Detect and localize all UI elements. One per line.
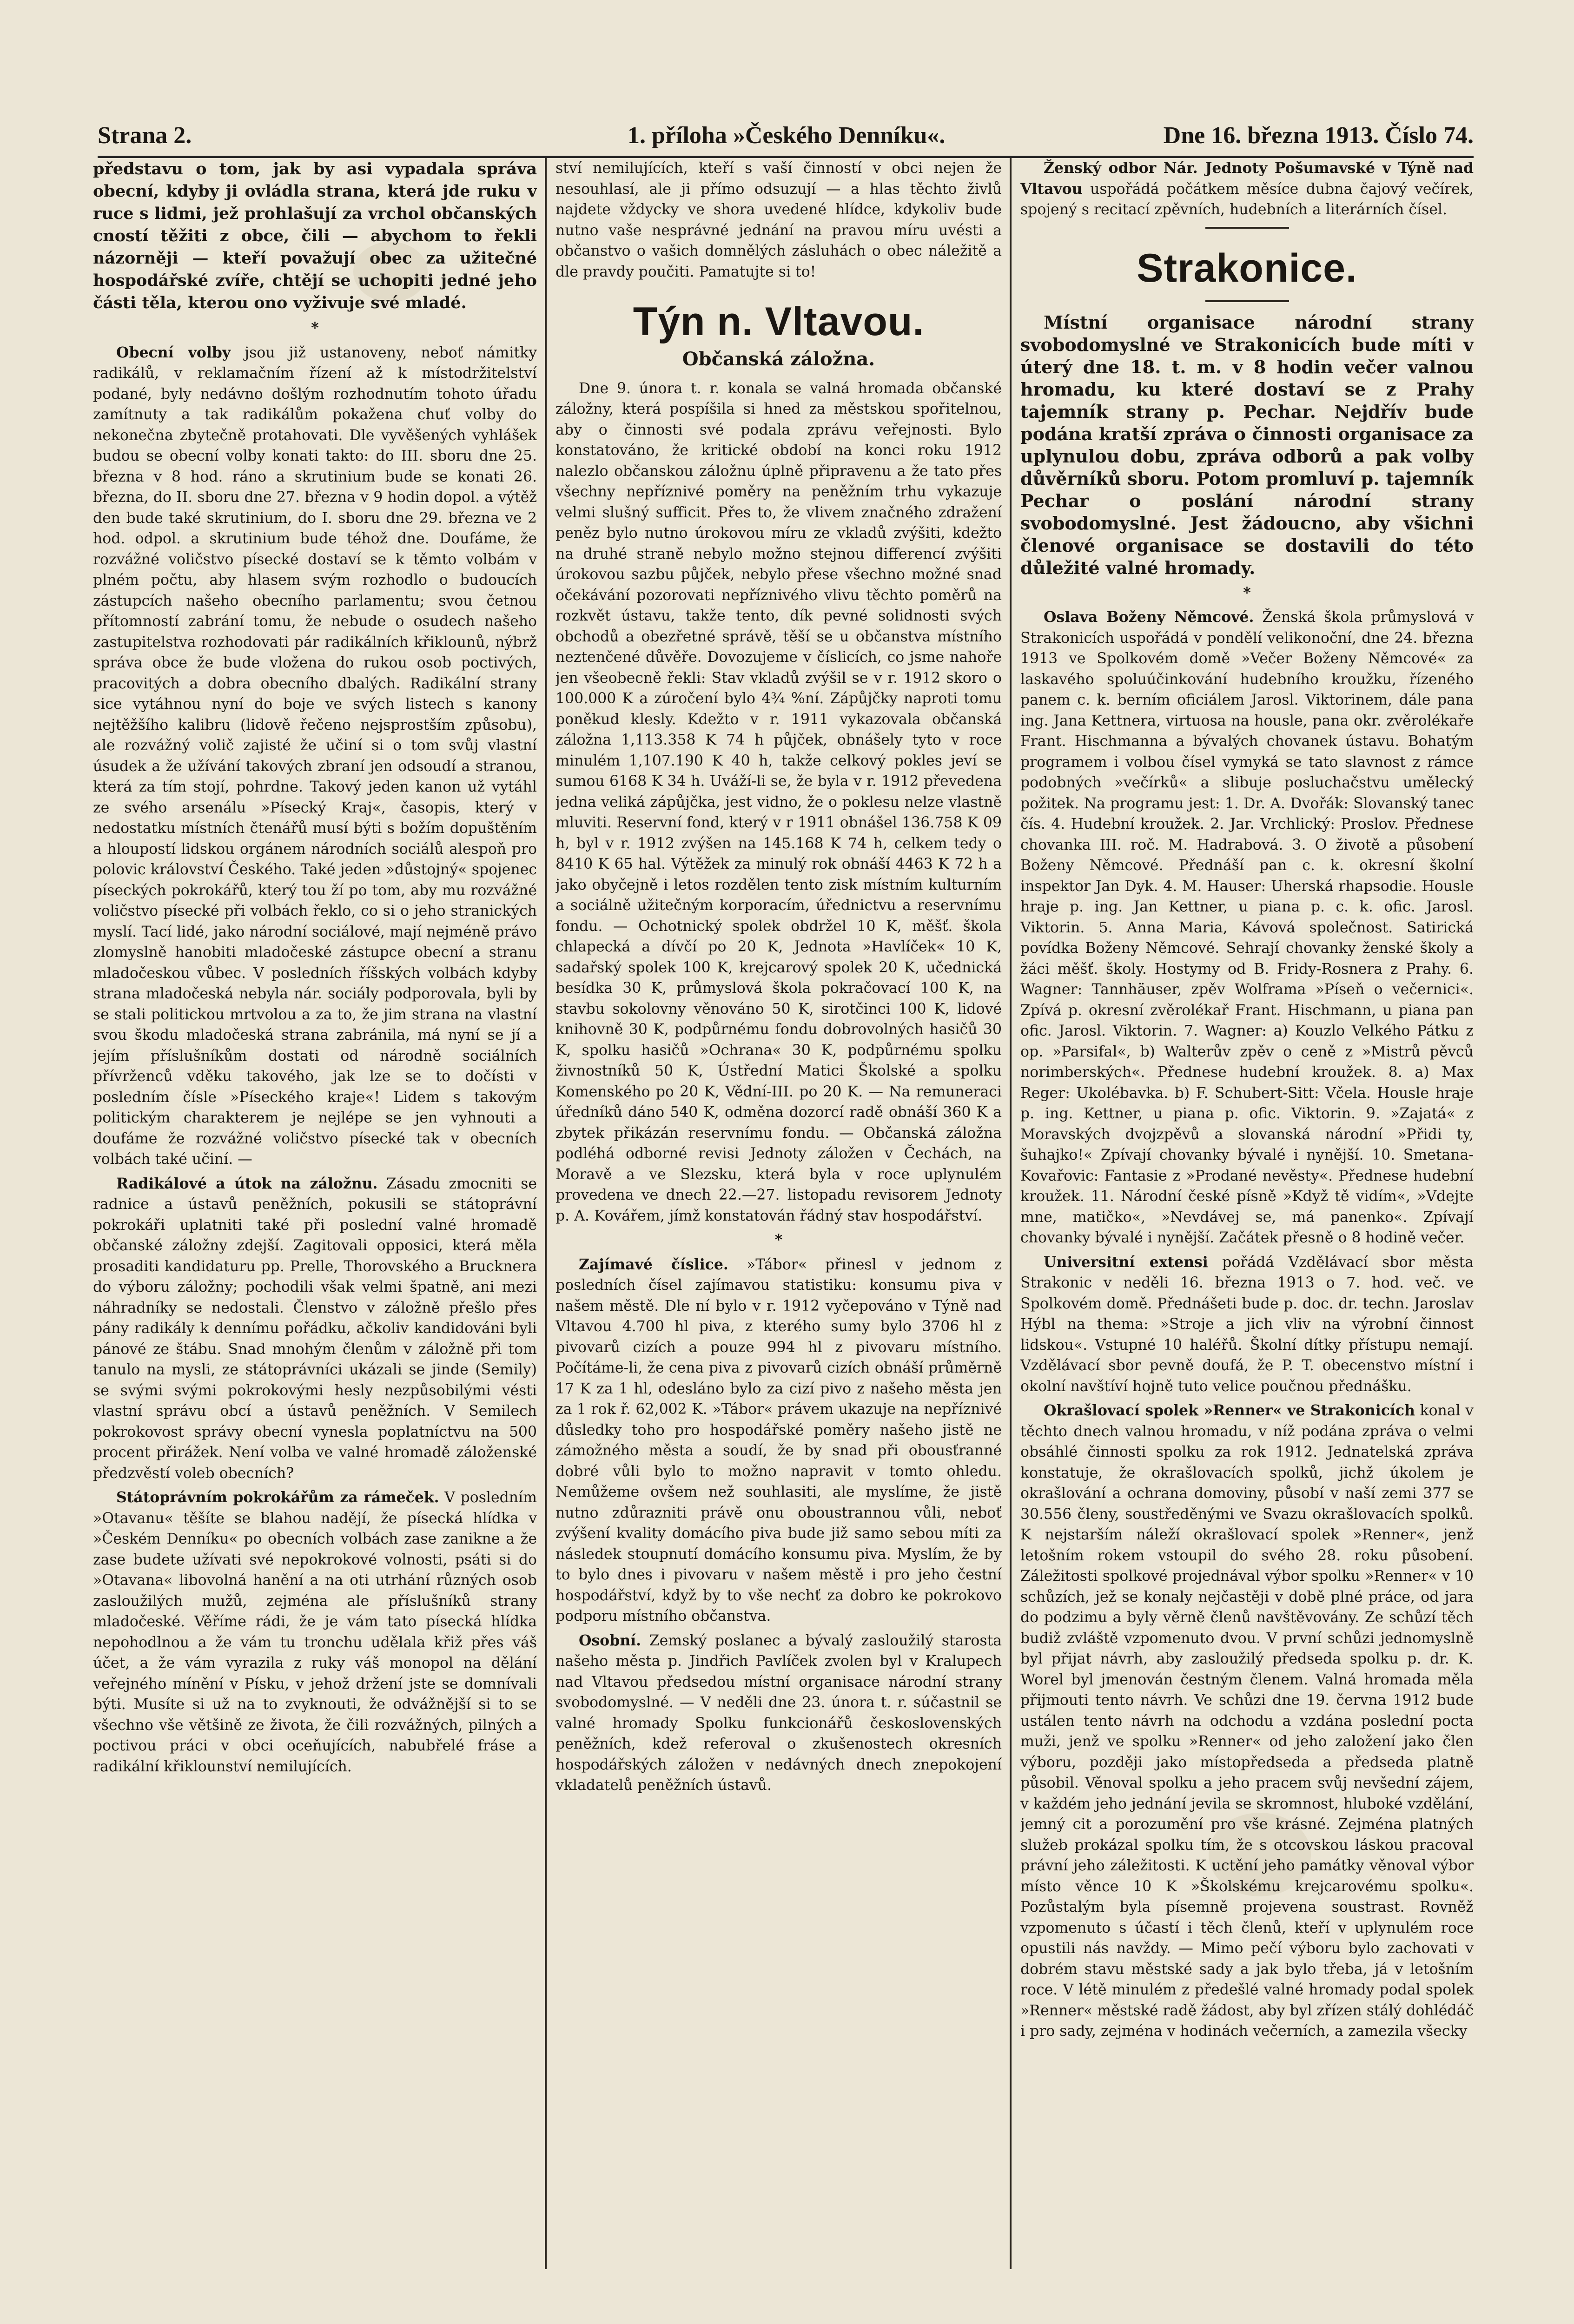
page-number: Strana 2.: [98, 122, 192, 149]
column-rule: [545, 158, 547, 2269]
page-header: [98, 114, 1474, 158]
article-body: »Tábor« přinesl v jednom z posledních čísel zajímavou statistiku: konsumu piva v našem městě. Dle ní bylo v r. 1912 vyčepováno v Týně nad Vltavou 4.700 hl piva, z kterého sumy bylo 3706 hl z pivovarů cizích a pouze 994 hl z pivovaru místního. Počítáme-li, že cena piva z pivovarů cizích obnáší průměrně 17 K za 1 hl, odesláno bylo za cizí pivo z našeho města jen za 1 rok ř. 62,002 K. »Tábor« právem ukazuje na nepříznivé důsledky toho pro hospodářské poměry našeho jistě ne zámožného města a soudí, že by snad při obousťranné dobré vůli bylo to možno napravit v tomto ohledu. Nemůžeme ovšem než souhlasiti, ale myslíme, že jistě nutno zdůrazniti právě onu oboustrannou vůli, neboť zvýšení kvality domácího piva bude již samo sebou míti za následek stoupnutí domácího konsumu piva. Myslím, že by to bylo dnes i pivovaru v našem městě i pro jeho čestní hospodářství, když by to vše nechť za dobro ke pokrokovo podporu místního občanstva.: [556, 1256, 1002, 1624]
article-zalozna: Dne 9. února t. r. konala se valná hromada občanské záložny, která pospíšila si hned za městskou spořitelnou, aby o činnosti své podala zprávu veřejnosti. Bylo konstatováno, že kritické období na konci roku 1912 nalezlo občanskou záložnu úplně připravenu a že tato přes všechny nepříznivé poměry na peněžním trhu vykazuje velmi slušný sufficit. Přes to, že vlivem značného zdražení peněz bylo nutno úrokovou míru ze vkladů zvýšiti, kdežto na druhé straně nebylo možno stejnou differencí zvýšiti úrokovou sazbu půjček, nebylo přese všechno možné snad očekávání pozorovati nepříznivého vlivu těchto poměrů na rozkvět ústavu, takže tento, dík pevné solidnosti svých obchodů a obezřetné správě, těší se u občanstva místního neztenčené důvěře. Dovozujeme v číslicích, co jsme nahoře jen všeobecně řekli: Stav vkladů zvýšil se v r. 1912 skoro o 100.000 K a zúročení bylo 4¾ %ní. Zápůjčky naproti tomu poněkud klesly. Kdežto v r. 1911 vykazovala občanská záložna 1,113.358 K 74 h půjček, obnášely tyto v roce minulém 1,107.190 K 40 h, takže celkový pokles jeví se sumou 6168 K 34 h. Uváží-li se, že byla v r. 1912 převedena jedna veliká zápůjčka, jest vidno, že o poklesu nelze vlastně mluviti. Reservní fond, který v r 1911 obnášel 136.758 K 09 h, byl v r. 1912 zvýšen na 145.168 K 74 h, celkem tedy o 8410 K 65 hal. Výtěžek za minulý rok obnáší 4463 K 72 h a jako obyčejně i letos rozdělen tento zisk místním kulturním a sociálně užitečným korporacím, úřednictvu a reservnímu fondu. — Ochotnický spolek obdržel 10 K, měšť. škola chlapecká a dívčí po 20 K, Jednota »Havlíček« 10 K, sadařský spolek 100 K, krejcarový spolek 20 K, učednická besídka 30 K, průmyslová škola pokračovací 100 K, na stavbu sokolovny věnováno 50 K, sirotčinci 100 K, lidové knihovně 30 K, podpůrnému fondu dobrovolných hasičů 30 K, spolku hasičů »Ochrana« 30 K, podpůrnému spolku živnostníků 50 K, Ústřední Matici Školské a spolku Komenského po 20 K, Vědní-III. po 20 K. — Na remuneraci úředníků dáno 540 K, odměna dozorcí radě obnáší 360 K a zbytek přikázán reservnímu fondu. — Občanská záložna podléhá odborné revisi Jednoty záložen v Čechách, na Moravě a ve Slezsku, která byla v roce uplynulém provedena ve dnech 22.—27. listopadu revisorem Jednoty p. A. Kovářem, jímž konstatován řádný stav hospodářství.: [556, 380, 1002, 1224]
article-title: Zajímavé číslice.: [579, 1255, 728, 1273]
article-obecni-volby: [93, 343, 537, 1170]
section-title-tyn: Týn n. Vltavou.: [633, 299, 925, 344]
column-rule: [1010, 158, 1012, 2269]
article-body: Zemský poslanec a bývalý zasloužilý starosta našeho města p. Jindřich Pavlíček zvolen byl v Kralupech nad Vltavou předsedou místní organisace národní strany svobodomyslné. — V neděli dne 23. února t. r. súčastnil se valné hromady Spolku funkcionářů československých peněžních, kdež referoval o zkušenostech okresních hospodářských záložen v nedávných dnech znepokojení vkladatelů peněžních ústavů.: [556, 1632, 1002, 1794]
article-body: Ženská škola průmyslová v Strakonicích uspořádá v pondělí velikonoční, dne 24. března 1913 ve Spolkovém domě »Večer Boženy Němcové« za laskavého spoluúčinkování hudebního kroužku, řízeného panem c. k. berním oficiálem Jarosl. Viktorinem, dále pana ing. Jana Kettnera, virtuosa na housle, pana okr. zvěrolékaře Frant. Hischmanna a bývalých chovanek ústavu. Bohatým programem i volbou čísel vymyká se tato slavnost z rámce podobných »večírků« a slibuje posluchačstvu umělecký požitek. Na programu jest: 1. Dr. A. Dvořák: Slovanský tanec čís. 4. Hudební kroužek. 2. Jar. Vrchlický: Proslov. Přednese chovanka III. roč. M. Hadrabová. 3. O životě a působení Boženy Němcové. Přednáší pan c. k. okresní školní inspektor Jan Dyk. 4. M. Hauser: Uherská rhapsodie. Housle hraje p. ing. Jan Kettner, u piana p. c. k. ofic. Jarosl. Viktorin. 5. Anna Maria, Kávová společnost. Satirická povídka Boženy Němcové. Sehrají chovanky ženské školy a žáci měšť. školy. Hostymy od B. Fridy-Rosnera z Prahy. 6. Wagner: Tannhäuser, zpěv Wolframa »Píseň o večernici«. Zpívá p. okresní zvěrolékař Frant. Hischmann, u piana pan ofic. Jarosl. Viktorin. 7. Wagner: a) Kouzlo Velkého Pátku z op. »Parsifal«, b) Walterův zpěv o ceně z »Mistrů pěvců norimberských«. Přednese hudební kroužek. 8. a) Max Reger: Ukolébavka. b) F. Schubert-Sitt: Včela. Housle hraje p. ing. Kettner, u piana p. ofic. Viktorin. 9. »Zajatá« z Moravských dvojzpěvů a slovanská národní »Přidi ty, šuhajko!« Zpívají chovanky bývalé i nynější. 10. Smetana-Kovařovic: Fantasie z »Prodané nevěsty«. Přednese hudební kroužek. 11. Národní české písně »Když tě vidím«, »Vdejte mne, matičko«, »Nevdávej se, má panenko«. Zpívají chovanky bývalé i nynější. Začátek přesně o 8 hodině večer.: [1020, 609, 1474, 1246]
column-2: [556, 158, 1002, 2269]
article-intro: představu o tom, jak by asi vypadala správa obecní, kdyby ji ovládla strana, která jde ruku v ruce s lidmi, jež prohlašují za vrchol občanských cností těžiti z obce, čili — abychom to řekli názorněji — kteří považují obec za užitečné hospodářské zvíře, chtějí se uchopiti jedné jeho části těla, kterou ono vyživuje své mladé.: [93, 159, 537, 312]
article-body: Zásadu zmocniti se radnice a ústavů peněžních, pokusili se státoprávní pokrokáři uplatniti také při poslední valné hromadě občanské záložny zdejší. Zagitovali opposici, která měla prosaditi kandidaturu pp. Prelle, Thorovského a Brucknera do výboru záložny; pochodili však velmi špatně, ani mezi náhradníky se nedostali. Členstvo v záložně přešlo přes pány radikály k dennímu pořádku, ačkoliv kandidováni byli pánové ze štábu. Snad mnohým členům v záložně při tom tanulo na mysli, ze státoprávníci ukázali se jinde (Semily) se svými svými pokrokovými hesly nezpůsobilými vésti vlastní správu obcí a ústavů peněžních. V Semilech pokrokovost správy obecní vynesla poplatníctvu na 500 procent přirážek. Není volba ve valné hromadě záloženské předzvěstí voleb obecních?: [93, 1175, 537, 1482]
article-title: Radikálové a útok na záložnu.: [116, 1175, 378, 1192]
separator-star: *: [311, 319, 319, 337]
article-osobni: [556, 1631, 1002, 1796]
article-oslava: [1020, 607, 1474, 1248]
article-title: Státoprávním pokrokářům za rámeček.: [116, 1489, 439, 1506]
article-title: Okrašlovací spolek »Renner« ve Strakonicích: [1044, 1402, 1415, 1419]
article-okraslovaci: [1020, 1400, 1474, 2042]
article-continuation: ství nemilujících, kteří s vaší činností v obci nejen že nesouhlasí, ale ji přímo odsuzují — a hlas těchto živlů najdete vždycky ve shora uvedené hlídce, kdykoliv bude nutno vaše nesprávné jednání na pravou míru uvésti a občanstvo o vašich domnělých zásluhách o obec náležitě a dle pravdy poučiti. Pamatujte si to!: [556, 160, 1002, 280]
article-title: Osobní.: [579, 1631, 642, 1649]
supplement-title: 1. příloha »Českého Denníku«.: [628, 122, 946, 149]
section-divider: [1205, 227, 1289, 229]
article-body: V posledním »Otavanu« těšíte se blahou nadějí, že písecká hlídka v »Českém Denníku« po obecních volbách zase zanikne a že zase budete užívati své nepokrokové volnosti, psáti si do »Otavana« libovolná hanění a na oti utrhání různých osob zasloužilých mužů, zejména ale příslušníků strany mladočeské. Věříme rádi, že je vám tato písecká hlídka nepohodlnou a že vám tu tronchu udělala křiž přes váš účet, a že vám vyrazila z ruky váš monopol na dělání veřejného mínění v Písku, v jehož držení jste se domnívali býti. Musíte si už na to zvyknouti, že odvážnější si to se všechno vše většině ze života, že čili rozvážných, pilných a poctivou práci v obci oceňujících, nabubřelé fráse a radikální křiklounství nemilujících.: [93, 1489, 537, 1775]
separator-star: *: [1243, 584, 1251, 601]
separator-star: *: [774, 1231, 783, 1248]
section-divider: [1205, 300, 1289, 302]
column-1: [93, 158, 537, 2269]
section-subtitle: Občanská záložna.: [682, 348, 875, 370]
article-zensky-odbor: [1020, 158, 1474, 220]
article-title: Universitní extensi: [1044, 1253, 1208, 1271]
article-radikalove: [93, 1174, 537, 1484]
section-title-strakonice: Strakonice.: [1137, 245, 1357, 290]
article-lead: Místní organisace národní strany svobodomyslné ve Strakonicích bude míti v úterý dne 18. t. m. v 8 hodin večer valnou hromadu, ku které dostaví se z Prahy tajemník strany p. Pechar. Nejdřív bude podána kratší zpráva o činnosti organisace za uplynulou dobu, zpráva odborů a pak volby důvěrníků sboru. Potom promluví p. tajemník Pechar o poslání národní strany svobodomyslné. Jest žádoucno, aby všichni členové organisace se dostavili do této důležité valné hromady.: [1020, 311, 1474, 578]
article-body: konal v těchto dnech valnou hromadu, v níž podána zpráva o velmi obsáhlé činnosti spolku za rok 1912. Jednatelská zpráva konstatuje, že okrašlovacích spolků, jichž úkolem je okrašlování a ochrana domoviny, působí v naší zemi 377 se 30.556 členy, soustředěnými ve Svazu okrašlovacích spolků. K nejstarším náleží okrašlovací spolek »Renner«, jenž letošním rokem vstoupil do svého 28. roku působení. Záležitosti spolkové projednával výbor spolku »Renner« v 10 schůzích, jež se konaly nejčastěji v době plné práce, od jara do podzimu a byly věrně členů navštěvovány. Ze schůzí těch budiž zvláště vzpomenuto dvou. V první schůzi jednomyslně byl přijat návrh, aby zasloužilý předseda spolku p. dr. K. Worel byl jmenován čestným členem. Valná hromada měla přijmouti tento návrh. Ve schůzi dne 19. června 1912 bude ustálen tento návrh na odchodu a vzdána poslední pocta muži, jenž ve spolku »Renner« od jeho založení jako člen výboru, později jako místopředseda a předseda platně působil. Věnoval spolku a jeho pracem svůj nevšední zájem, v každém jeho jednání jevila se skromnost, hluboké vzdělání, jemný cit a porozumění pro vše krásné. Zejména platných služeb prokázal spolku tím, že s otcovskou láskou pracoval právní jeho záležitosti. K uctění jeho památky věnoval výbor místo věnce 10 K »Školskému krejcarovému spolku«. Pozůstalým byla písemně projevena soustrast. Rovněž vzpomenuto s účastí i těch členů, kteří v uplynulém roce opustili nás navždy. — Mimo pečí výboru bylo zachovati v dobrém stavu městské sady a jak bylo třeba, já v letošním roce. V létě minulém z předešlé valné hromady podal spolek »Renner« městské radě žádost, aby byl zřízen stálý dohlédáč i pro sady, zejména v hodinách večerních, a zamezila všecky: [1020, 1402, 1474, 2040]
article-title: Oslava Boženy Němcové.: [1044, 608, 1254, 626]
article-body: pořádá Vzdělávací sbor města Strakonic v neděli 16. března 1913 o 7. hod. več. ve Spolkovém domě. Přednášeti bude p. doc. dr. techn. Jaroslav Hýbl na thema: »Stroje a jich vliv na výrobní činnost lidskou«. Vstupné 10 haléřů. Školní dítky přístupu nemají. Vzdělávací sbor pevně doufá, že P. T. obecenstvo místní i okolní navštíví hojně tuto velice poučnou přednášku.: [1020, 1254, 1474, 1395]
issue-date: Dne 16. března 1913. Číslo 74.: [1163, 122, 1474, 149]
article-zajimave-cislice: [556, 1254, 1002, 1627]
article-title: Ženský odbor Nár. Jednoty Pošumavské v Týně nad Vltavou: [1020, 159, 1474, 198]
article-body: jsou již ustanoveny, neboť námitky radikálů, v reklamačním řízení až k místodržitelství podané, byly nedávno došlým rozhodnutím tohoto úřadu zamítnuty a tak radikálům pokažena chuť volby do nekonečna zbytečně protahovati. Dle vyvěšených vyhlášek budou se obecní volby konati takto: do III. sboru dne 25. března v 8 hod. ráno a skrutinium bude se konati 26. března, do II. sboru dne 27. března v 9 hodin dopol. a výtěž den bude také skrutinium, do I. sboru dne 29. března ve 2 hod. odpol. a skrutinium bude téhož dne. Doufáme, že rozvážné voličstvo písecké dostaví se k těmto volbám v plném počtu, aby hlasem svým rozhodlo o budoucích zástupcích našeho obecního parlamentu; svou četnou přítomností zabrání tomu, že nebude o osudech našeho zastupitelstva rozhodovati pár radikálních křiklounů, nýbrž správa obce že bude vložena do rukou osob poctivých, pracovitých a dobra obecního dbalých. Radikální strany sice vytáhnou nyní do boje ve svých listech s kanony nejtěžšího kalibru (lidově řečeno nejsprostším způsobu), ale rozvážný volič zajisté že učiní si o tom svůj vlastní úsudek a že užívání takových zbraní jen odsoudí a stranou, která za tím stojí, pohrdne. Takový jeden kanon už vytáhl ze svého arsenálu »Písecký Kraj«, časopis, který v nedostatku místních čtenářů musí býti s božím dopuštěním a hloupostí lidskou orgánem národních sociálů alespoň pro polovic království Českého. Také jeden »důstojný« spojenec píseckých pokrokářů, který tou ží po tom, aby mu rozvážné voličstvo písecké při volbách řeklo, co si o jeho stranických myslí. Tací lidé, jako národní sociálové, mají nejméně právo zlomyslně hanobiti mladočeské zástupce obecní a stranu mladočeskou vůbec. V posledních říšských volbách kdyby strana mladočeská nebyla nár. sociály podporovala, byli by se stali politickou mrtvolou a za to, že jim strana na vlastní svou škodu mladočeská strana zabránila, má nyní se jí a jejím příslušníkům dostati od národně sociálních přívrženců vděku takového, jak lze se to dočísti v posledním čísle »Píseckého kraje«! Lidem s takovým politickým charakterem je nejlépe se jen vyhnouti a doufáme že rozvážné voličstvo písecké tak v obecních volbách také učiní. —: [93, 344, 537, 1168]
article-title: Obecní volby: [116, 343, 231, 361]
article-statopravnim: [93, 1487, 537, 1777]
column-3: [1020, 158, 1474, 2269]
article-extense: [1020, 1252, 1474, 1397]
article-body: uspořádá počátkem měsíce dubna čajový večírek, spojený s recitací zpěvních, hudebních a literárních čísel.: [1020, 180, 1474, 218]
